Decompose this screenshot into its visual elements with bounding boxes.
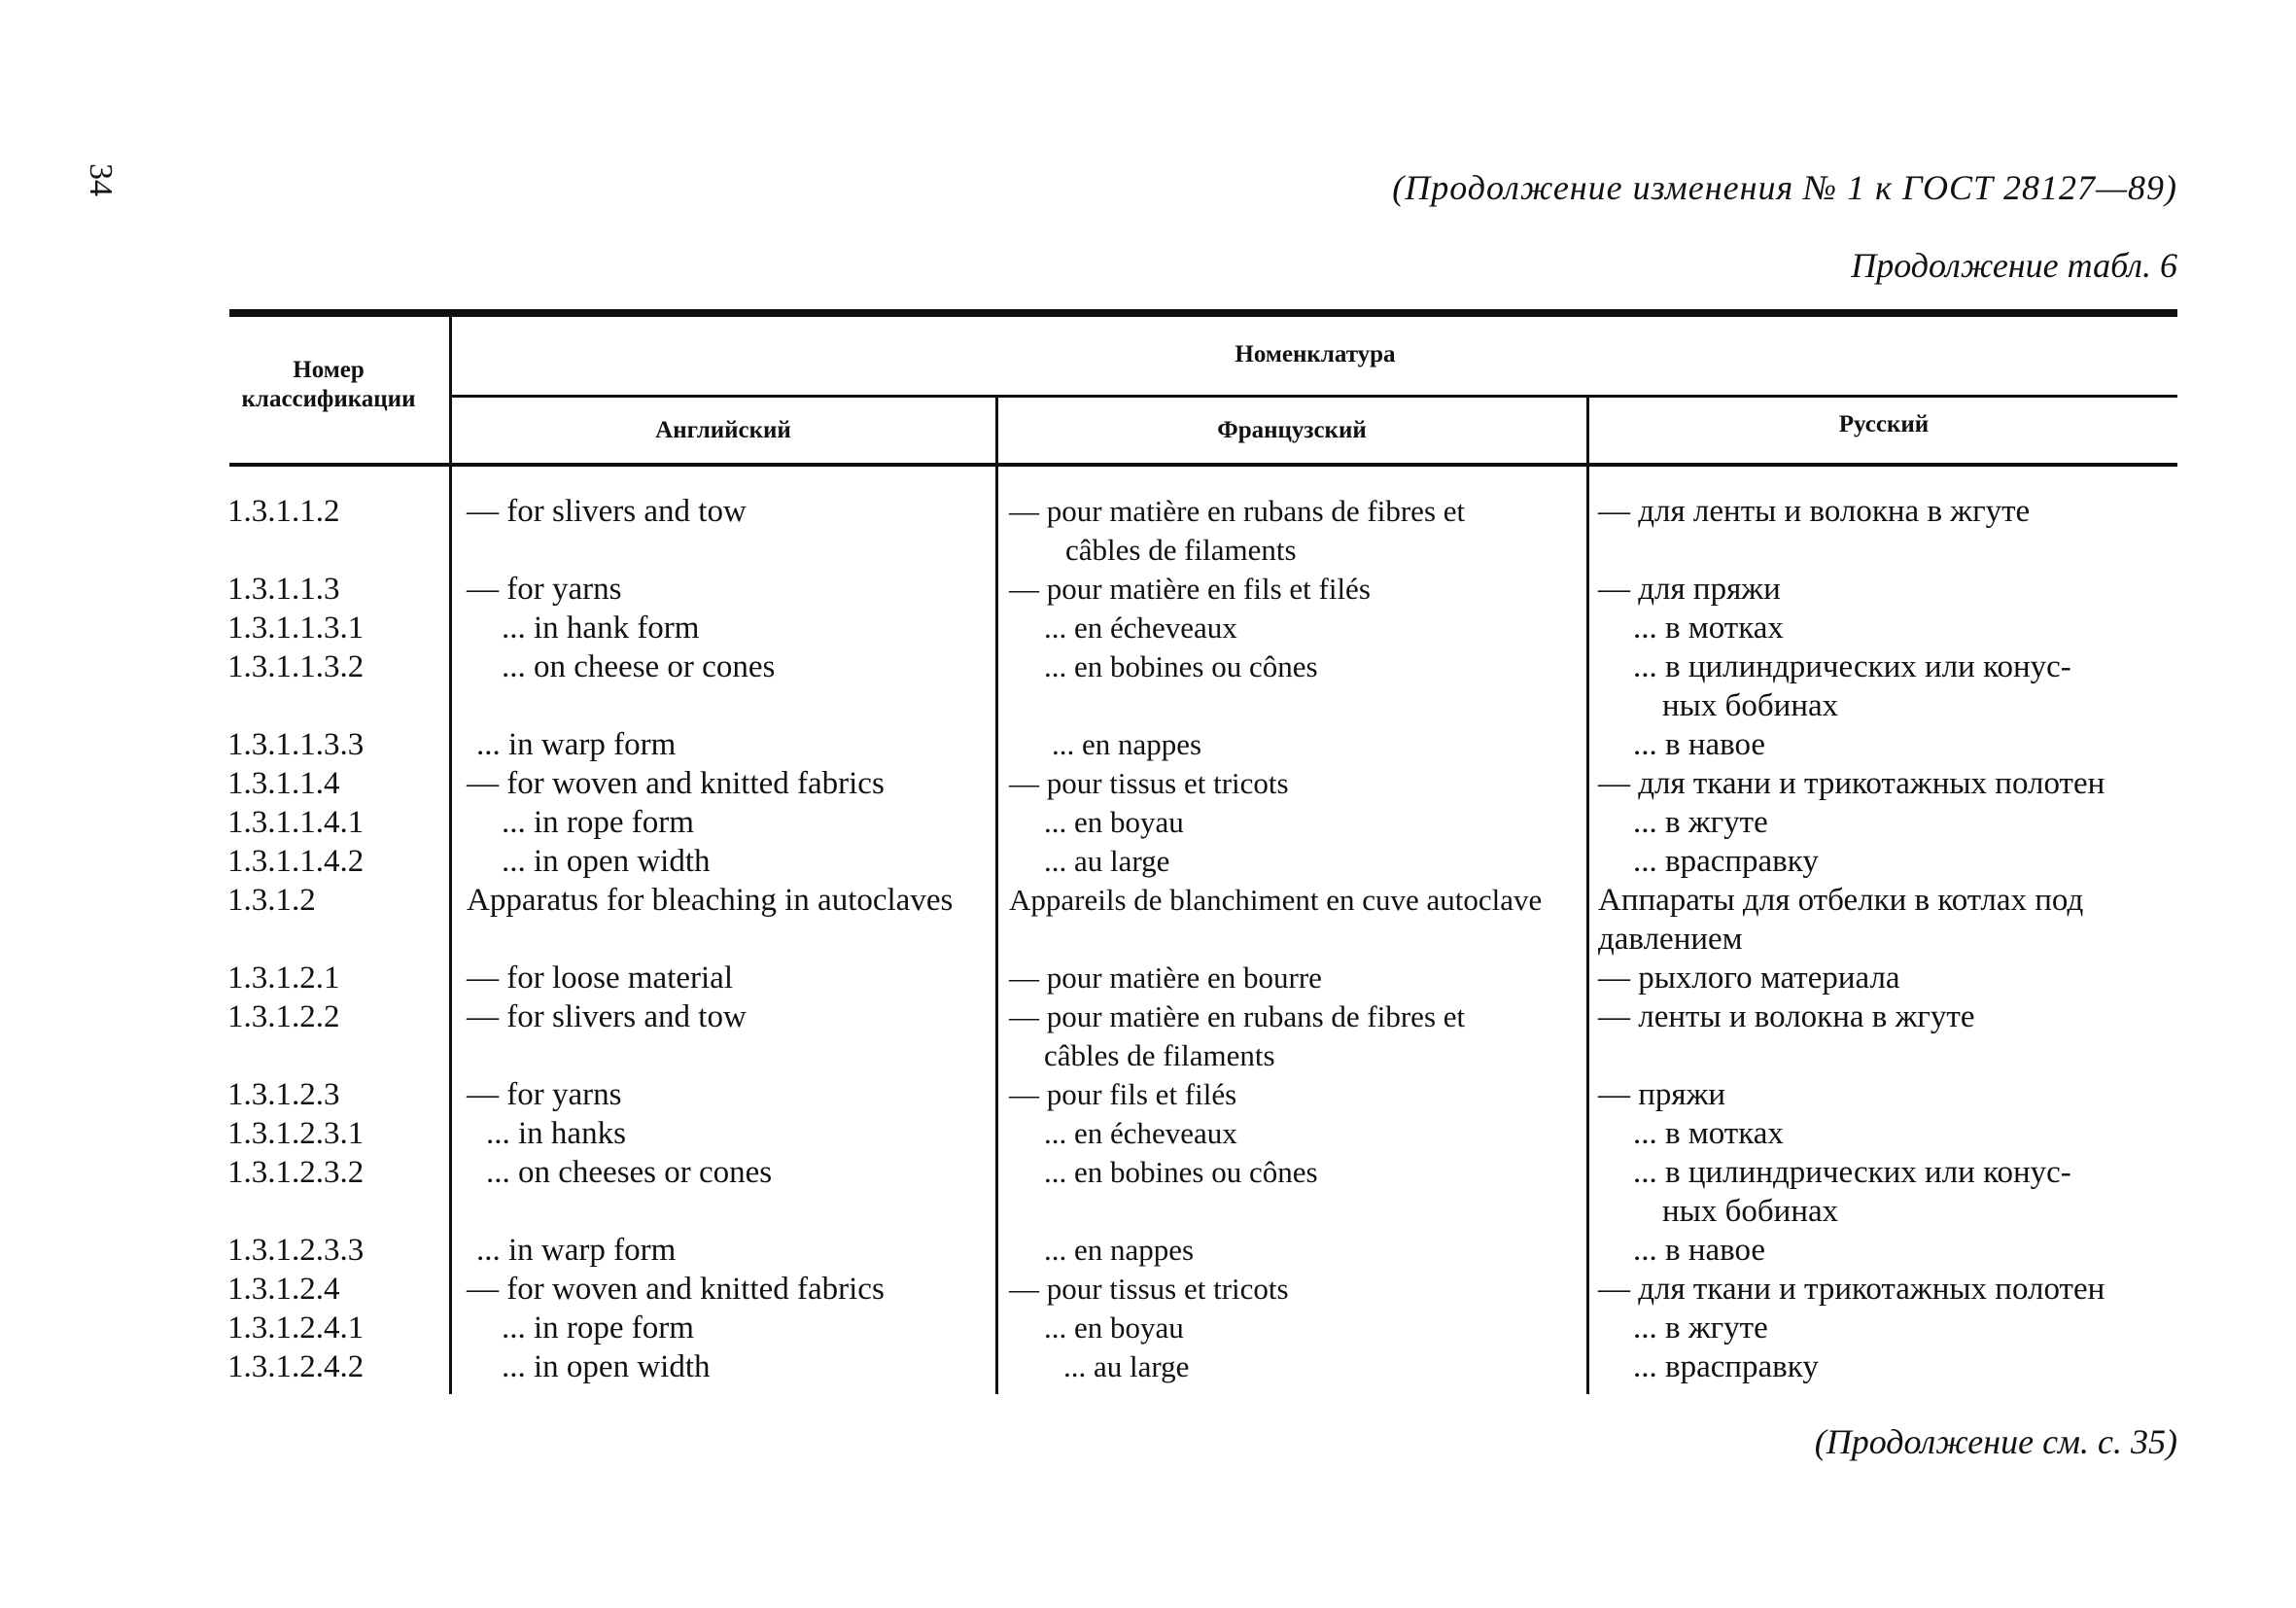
row-english: ... on cheeses or cones bbox=[486, 1155, 773, 1190]
row-russian: — для ткани и трикотажных полотен bbox=[1598, 1272, 2105, 1307]
row-russian: ... в навое bbox=[1633, 1233, 1766, 1268]
row-russian: ... в мотках bbox=[1633, 1116, 1784, 1151]
row-french-continuation: câbles de filaments bbox=[1044, 1038, 1275, 1072]
row-number: 1.3.1.2.3.1 bbox=[227, 1116, 365, 1151]
row-french: ... en boyau bbox=[1044, 805, 1184, 839]
row-french: ... en écheveaux bbox=[1044, 611, 1237, 645]
page-number: 34 bbox=[83, 163, 119, 196]
row-english: — for slivers and tow bbox=[467, 999, 747, 1034]
row-french: ... en bobines ou cônes bbox=[1044, 1155, 1318, 1189]
row-russian: — для ткани и трикотажных полотен bbox=[1598, 766, 2105, 801]
row-english: — for woven and knitted fabrics bbox=[467, 766, 885, 801]
row-russian-continuation: ных бобинах bbox=[1662, 688, 1839, 723]
row-number: 1.3.1.2.3.3 bbox=[227, 1233, 365, 1268]
row-number: 1.3.1.2.4.1 bbox=[227, 1311, 365, 1346]
header-french: Французский bbox=[1217, 417, 1367, 443]
row-english: — for yarns bbox=[467, 1077, 622, 1112]
header-classification-number: Номер классификации bbox=[241, 357, 416, 412]
row-french: — pour matière en bourre bbox=[1009, 961, 1322, 995]
row-russian: — для пряжи bbox=[1598, 572, 1781, 607]
row-english: ... in rope form bbox=[502, 805, 694, 840]
row-number: 1.3.1.2 bbox=[227, 883, 316, 918]
row-english: — for yarns bbox=[467, 572, 622, 607]
header-english: Английский bbox=[655, 417, 791, 443]
row-french: — pour matière en rubans de fibres et bbox=[1009, 494, 1466, 528]
row-number: 1.3.1.1.3.3 bbox=[227, 727, 365, 762]
row-number: 1.3.1.1.4 bbox=[227, 766, 340, 801]
row-english: ... on cheese or cones bbox=[502, 649, 776, 684]
row-russian: — рыхлого материала bbox=[1598, 961, 1900, 996]
row-russian: ... в жгуте bbox=[1633, 805, 1768, 840]
row-number: 1.3.1.1.3.1 bbox=[227, 611, 365, 646]
row-french: ... en nappes bbox=[1052, 727, 1202, 761]
row-french: — pour tissus et tricots bbox=[1009, 1272, 1289, 1306]
row-number: 1.3.1.1.3.2 bbox=[227, 649, 365, 684]
row-english: Apparatus for bleaching in autoclaves bbox=[467, 883, 954, 918]
row-english: ... in hank form bbox=[502, 611, 700, 646]
row-number: 1.3.1.2.2 bbox=[227, 999, 340, 1034]
row-number: 1.3.1.1.3 bbox=[227, 572, 340, 607]
row-russian: Аппараты для отбелки в котлах под bbox=[1598, 883, 2084, 918]
row-french: — pour tissus et tricots bbox=[1009, 766, 1289, 800]
row-russian: ... врасправку bbox=[1633, 1349, 1819, 1384]
row-russian: ... в цилиндрических или конус- bbox=[1633, 649, 2071, 684]
row-french: ... au large bbox=[1044, 844, 1170, 878]
row-english: ... in open width bbox=[502, 1349, 711, 1384]
row-french: — pour matière en fils et filés bbox=[1009, 572, 1371, 606]
table-caption: Продолжение табл. 6 bbox=[1851, 246, 2177, 285]
row-english: — for loose material bbox=[467, 961, 733, 996]
row-english: ... in warp form bbox=[476, 727, 677, 762]
row-english: ... in rope form bbox=[502, 1311, 694, 1346]
row-russian: — пряжи bbox=[1598, 1077, 1726, 1112]
continuation-header: (Продолжение изменения № 1 к ГОСТ 28127—89) bbox=[1392, 168, 2177, 207]
header-russian: Русский bbox=[1838, 411, 1930, 437]
row-russian: ... в навое bbox=[1633, 727, 1766, 762]
row-number: 1.3.1.2.4.2 bbox=[227, 1349, 365, 1384]
row-french: Appareils de blanchiment en cuve autoclave bbox=[1009, 883, 1543, 917]
row-number: 1.3.1.1.2 bbox=[227, 494, 340, 529]
row-number: 1.3.1.1.4.1 bbox=[227, 805, 365, 840]
row-russian: ... в цилиндрических или конус- bbox=[1633, 1155, 2071, 1190]
continuation-footer: (Продолжение см. с. 35) bbox=[1814, 1422, 2177, 1461]
row-french-continuation: câbles de filaments bbox=[1065, 533, 1297, 567]
row-number: 1.3.1.2.1 bbox=[227, 961, 340, 996]
row-russian: ... в мотках bbox=[1633, 611, 1784, 646]
row-number: 1.3.1.2.3.2 bbox=[227, 1155, 365, 1190]
row-french: — pour matière en rubans de fibres et bbox=[1009, 999, 1466, 1033]
row-french: ... en boyau bbox=[1044, 1311, 1184, 1345]
row-russian: ... врасправку bbox=[1633, 844, 1819, 879]
row-russian-continuation: давлением bbox=[1598, 922, 1743, 957]
row-french: ... en bobines ou cônes bbox=[1044, 649, 1318, 683]
row-english: ... in warp form bbox=[476, 1233, 677, 1268]
header-bottom-rule bbox=[229, 463, 2177, 467]
row-french: ... en nappes bbox=[1044, 1233, 1195, 1267]
row-english: — for slivers and tow bbox=[467, 494, 747, 529]
row-russian: — ленты и волокна в жгуте bbox=[1598, 999, 1975, 1034]
column-divider-3 bbox=[1586, 395, 1589, 1394]
row-russian-continuation: ных бобинах bbox=[1662, 1194, 1839, 1229]
row-number: 1.3.1.2.3 bbox=[227, 1077, 340, 1112]
row-french: — pour fils et filés bbox=[1009, 1077, 1237, 1111]
column-divider-1 bbox=[449, 313, 452, 1394]
row-french: ... au large bbox=[1063, 1349, 1190, 1383]
row-english: ... in open width bbox=[502, 844, 711, 879]
row-number: 1.3.1.2.4 bbox=[227, 1272, 340, 1307]
row-french: ... en écheveaux bbox=[1044, 1116, 1237, 1150]
column-divider-2 bbox=[995, 395, 998, 1394]
row-english: ... in hanks bbox=[486, 1116, 626, 1151]
row-english: — for woven and knitted fabrics bbox=[467, 1272, 885, 1307]
table-top-rule bbox=[229, 309, 2177, 317]
header-nomenclature: Номенклатура bbox=[1235, 341, 1396, 367]
row-russian: — для ленты и волокна в жгуте bbox=[1598, 494, 2031, 529]
header-split-rule bbox=[451, 395, 2177, 398]
row-number: 1.3.1.1.4.2 bbox=[227, 844, 365, 879]
row-russian: ... в жгуте bbox=[1633, 1311, 1768, 1346]
